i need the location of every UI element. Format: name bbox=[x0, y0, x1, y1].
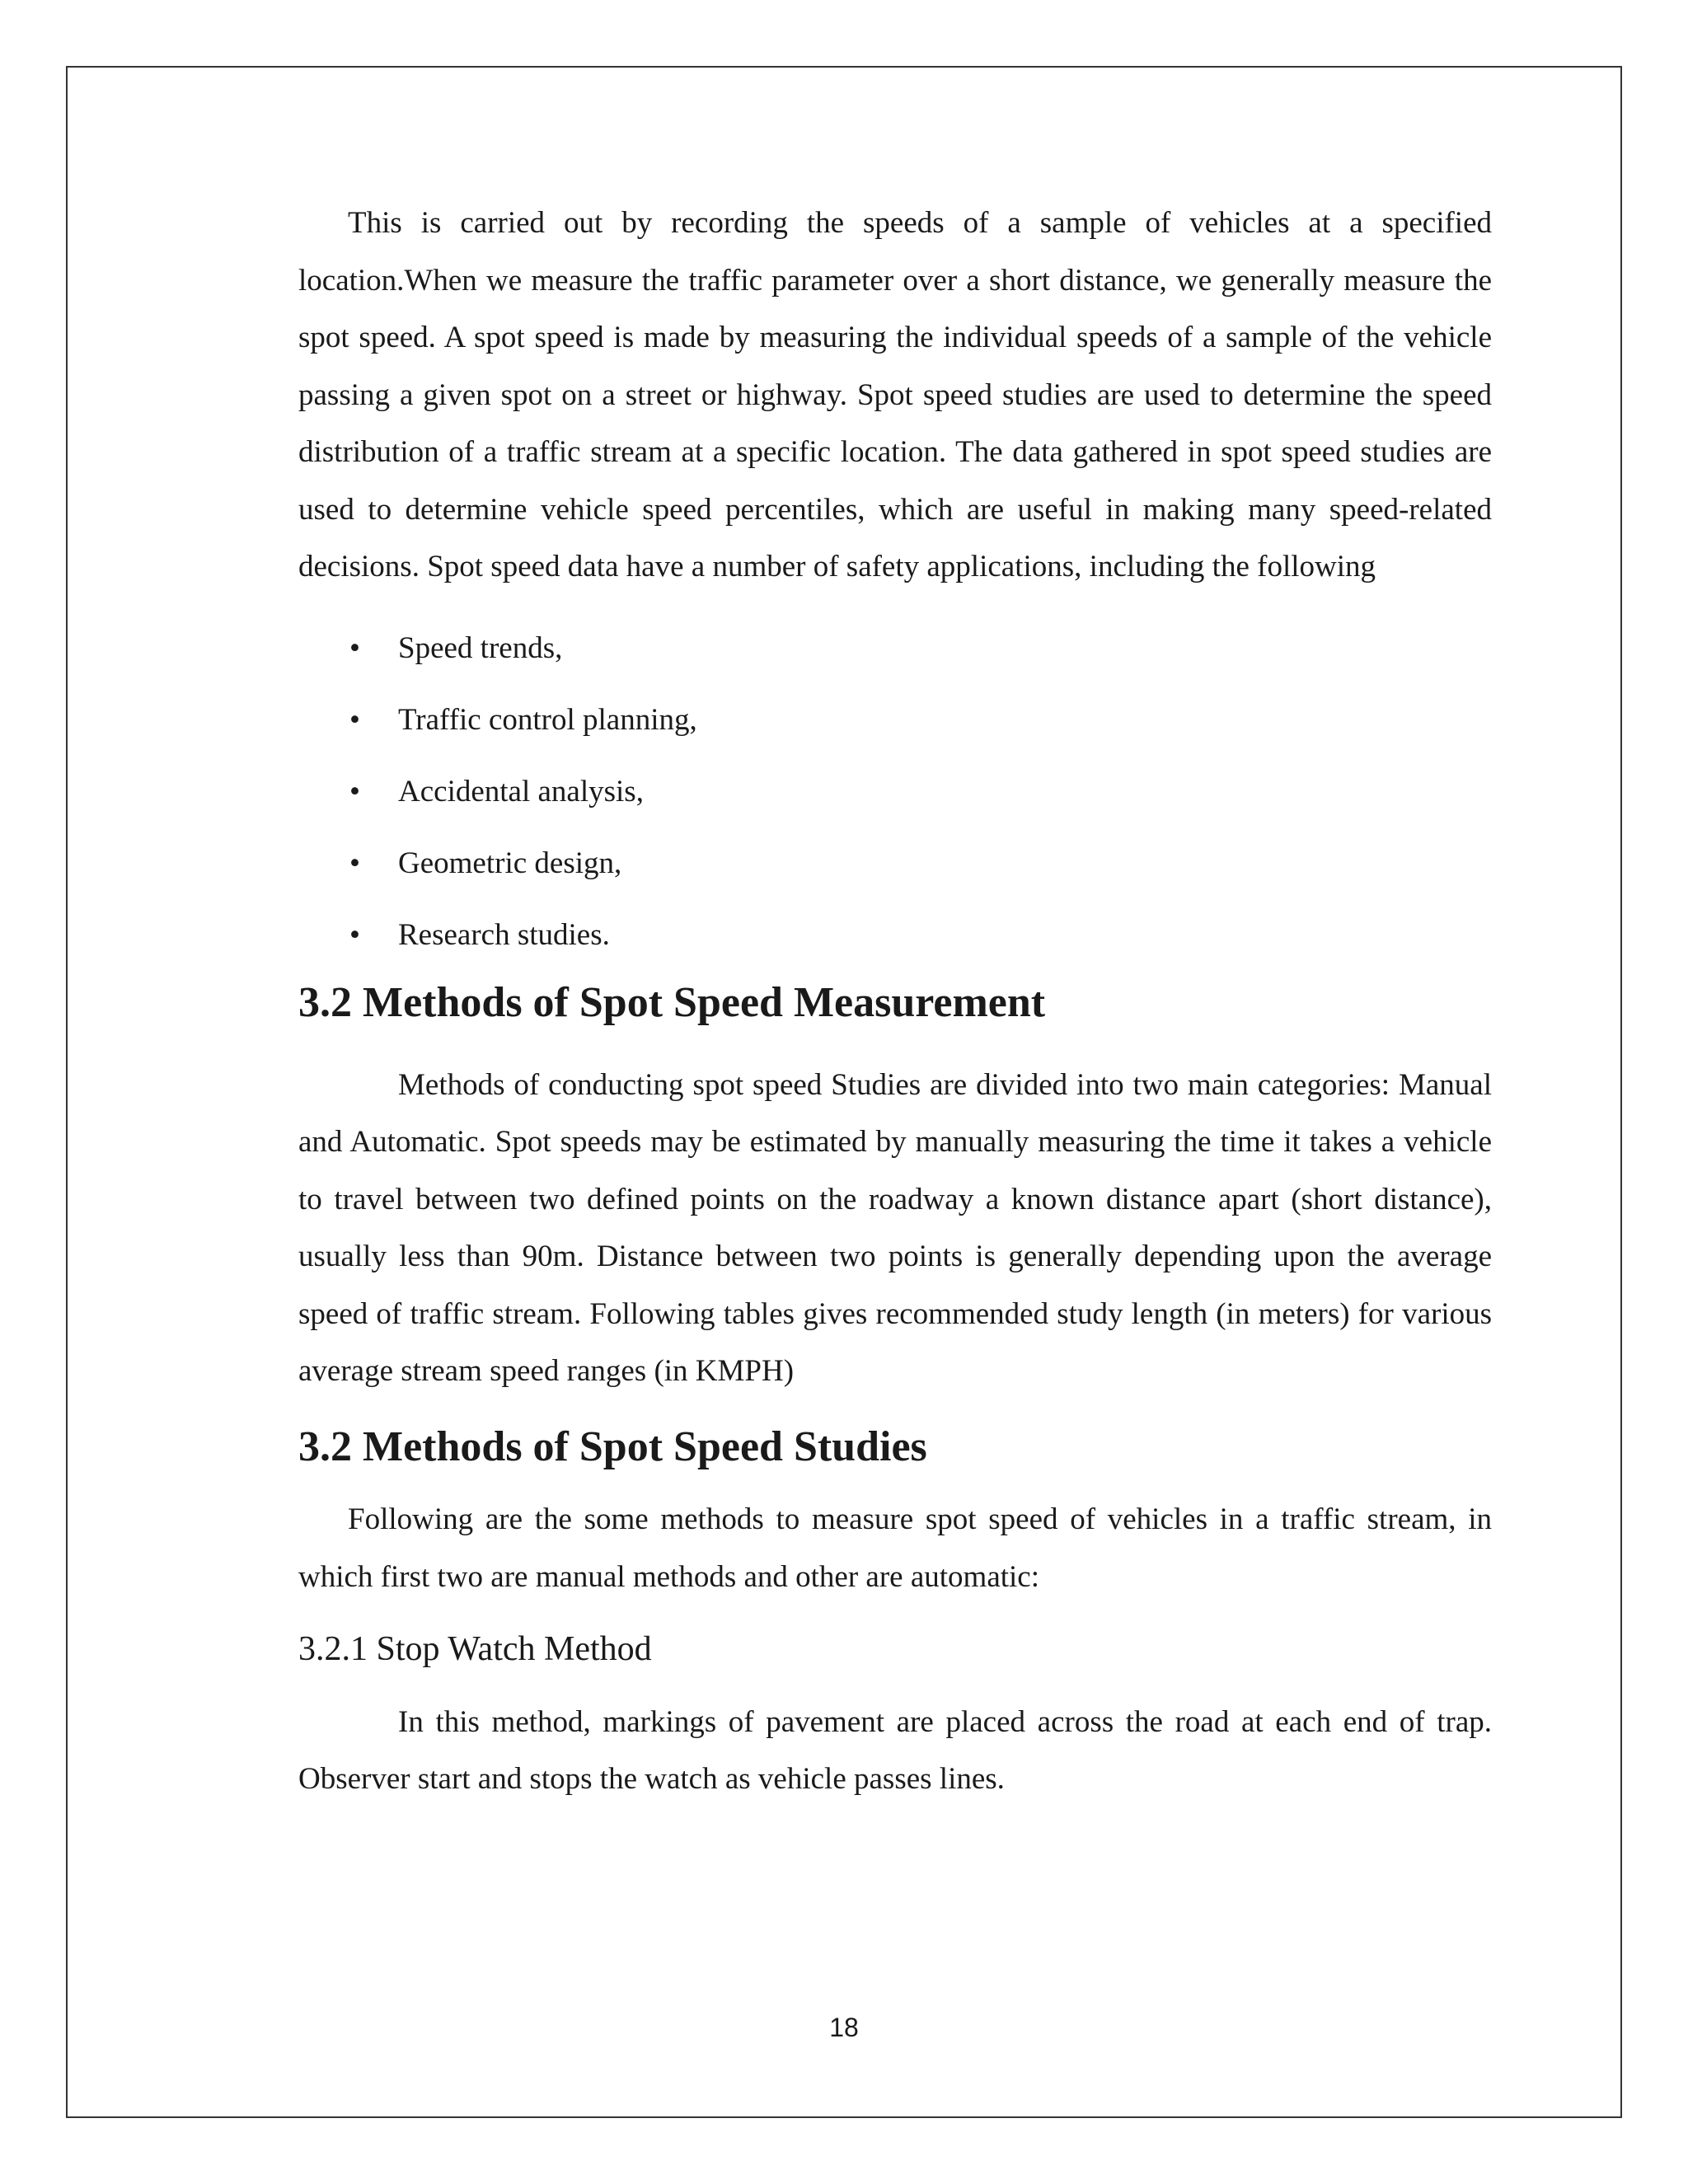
heading-spot-speed-studies: 3.2 Methods of Spot Speed Studies bbox=[298, 1422, 927, 1470]
list-item-text: Research studies. bbox=[398, 917, 610, 952]
list-item-text: Accidental analysis, bbox=[398, 774, 644, 808]
list-item bbox=[298, 827, 1492, 899]
bullet-icon: • bbox=[349, 917, 360, 952]
studies-paragraph: Following are the some methods to measure spot speed of vehicles in a traffic stream, in which first two are manual methods and other are automatic: bbox=[298, 1502, 1492, 1594]
page-content bbox=[298, 194, 1492, 1808]
bullet-icon: • bbox=[349, 774, 360, 808]
stopwatch-paragraph: In this method, markings of pavement are placed across the road at each end of trap. Observer start and stops the watch as vehicle passes lines. bbox=[298, 1704, 1492, 1797]
list-item bbox=[298, 612, 1492, 684]
bullet-icon: • bbox=[349, 846, 360, 880]
intro-paragraph: This is carried out by recording the speeds of a sample of vehicles at a specified location.When we measure the traffic parameter over a short distance, we generally measure the spot speed. A spot speed is made by measuring the individual speeds of a sample of the vehicle passing a given spot on a street or highway. Spot speed studies are used to determine the speed distribution of a traffic stream at a specific location. The data gathered in spot speed studies are used to determine vehicle speed percentiles, which are useful in making many speed-related decisions. Spot speed data have a number of safety applications, including the following bbox=[298, 206, 1492, 583]
list-item bbox=[298, 899, 1492, 971]
list-item bbox=[298, 756, 1492, 827]
heading-spot-speed-measurement: 3.2 Methods of Spot Speed Measurement bbox=[298, 978, 1046, 1026]
measurement-paragraph: Methods of conducting spot speed Studies are divided into two main categories: Manual and Automatic. Spot speeds may be estimated by manually measuring the time it takes a vehicle to travel between two defined points on the roadway a known distance apart (short distance), usually less than 90m. Distance between two points is generally depending upon the average speed of traffic stream. Following tables gives recommended study length (in meters) for various average stream speed ranges (in KMPH) bbox=[298, 1067, 1492, 1389]
bullet-icon: • bbox=[349, 630, 360, 665]
list-item-text: Speed trends, bbox=[398, 630, 563, 665]
heading-stop-watch-method: 3.2.1 Stop Watch Method bbox=[298, 1630, 652, 1669]
list-item-text: Traffic control planning, bbox=[398, 702, 697, 737]
list-item-text: Geometric design, bbox=[398, 846, 622, 880]
bullet-icon: • bbox=[349, 702, 360, 737]
applications-list bbox=[298, 612, 1492, 971]
list-item bbox=[298, 684, 1492, 756]
page-number: 18 bbox=[829, 2013, 859, 2042]
